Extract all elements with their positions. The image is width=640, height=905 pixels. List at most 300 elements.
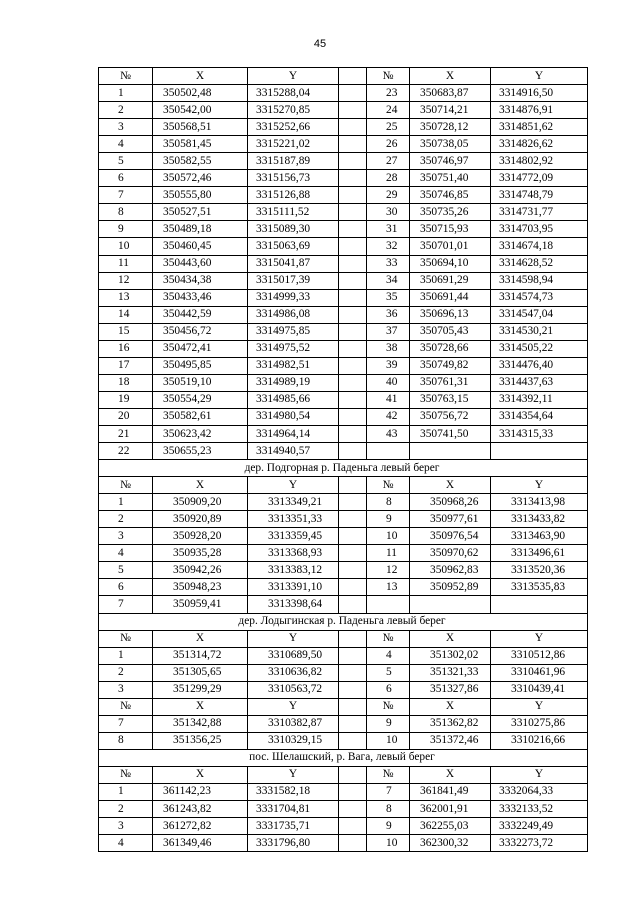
point-number: 41: [367, 391, 410, 408]
x-coordinate: 350749,82: [410, 357, 491, 374]
y-coordinate: 3313383,12: [248, 562, 339, 579]
spacer-cell: [339, 85, 367, 102]
y-coordinate: 3314598,94: [491, 272, 588, 289]
point-number: 13: [367, 579, 410, 596]
point-number: 21: [99, 425, 153, 442]
x-coordinate: 362300,32: [410, 835, 491, 852]
y-coordinate: 3314975,85: [248, 323, 339, 340]
y-coordinate: 3315221,02: [248, 136, 339, 153]
spacer-cell: [339, 698, 367, 715]
point-number: 29: [367, 187, 410, 204]
x-coordinate: 350655,23: [153, 443, 248, 460]
x-coordinate: 351327,86: [410, 681, 491, 698]
x-coordinate: 350572,46: [153, 170, 248, 187]
y-coordinate: 3314354,64: [491, 408, 588, 425]
header-x: X: [153, 766, 248, 783]
point-number: 14: [99, 306, 153, 323]
table-row: [99, 801, 588, 818]
x-coordinate: 350696,13: [410, 306, 491, 323]
x-coordinate: 350962,83: [410, 562, 491, 579]
point-number: 8: [367, 801, 410, 818]
y-coordinate: 3314547,04: [491, 306, 588, 323]
table-row: [99, 374, 588, 391]
point-number: 8: [367, 494, 410, 511]
point-number: 39: [367, 357, 410, 374]
header-number: №: [367, 630, 410, 647]
x-coordinate: 350935,28: [153, 545, 248, 562]
point-number: 8: [99, 732, 153, 749]
x-coordinate: 350581,45: [153, 136, 248, 153]
header-x: X: [410, 477, 491, 494]
x-coordinate: 350555,80: [153, 187, 248, 204]
table-row: [99, 511, 588, 528]
y-coordinate: 3315270,85: [248, 102, 339, 119]
x-coordinate: 351302,02: [410, 647, 491, 664]
point-number: 42: [367, 408, 410, 425]
table-row: [99, 340, 588, 357]
table-row: [99, 85, 588, 102]
header-y: Y: [491, 68, 588, 85]
y-coordinate: 3315156,73: [248, 170, 339, 187]
point-number: 35: [367, 289, 410, 306]
x-coordinate: 350442,59: [153, 306, 248, 323]
x-coordinate: 350443,60: [153, 255, 248, 272]
table-row: [99, 596, 588, 613]
point-number: 9: [367, 818, 410, 835]
spacer-cell: [339, 272, 367, 289]
table-row: [99, 323, 588, 340]
table-row: [99, 119, 588, 136]
spacer-cell: [339, 681, 367, 698]
header-row: [99, 477, 588, 494]
table-row: [99, 494, 588, 511]
point-number: 32: [367, 238, 410, 255]
header-x: X: [410, 68, 491, 85]
point-number: 37: [367, 323, 410, 340]
header-x: X: [410, 630, 491, 647]
y-coordinate: 3315288,04: [248, 85, 339, 102]
table-row: [99, 562, 588, 579]
table-row: [99, 425, 588, 442]
spacer-cell: [339, 579, 367, 596]
spacer-cell: [339, 425, 367, 442]
table-section: [99, 613, 588, 698]
x-coordinate: 350542,00: [153, 102, 248, 119]
x-coordinate: 350434,38: [153, 272, 248, 289]
spacer-cell: [339, 647, 367, 664]
y-coordinate: 3332249,49: [491, 818, 588, 835]
y-coordinate: [491, 443, 588, 460]
x-coordinate: 361243,82: [153, 801, 248, 818]
y-coordinate: 3310461,96: [491, 664, 588, 681]
y-coordinate: 3315017,39: [248, 272, 339, 289]
x-coordinate: 362255,03: [410, 818, 491, 835]
x-coordinate: 350502,48: [153, 85, 248, 102]
spacer-cell: [339, 323, 367, 340]
x-coordinate: 350948,23: [153, 579, 248, 596]
point-number: 17: [99, 357, 153, 374]
point-number: 2: [99, 664, 153, 681]
spacer-cell: [339, 630, 367, 647]
header-number: №: [99, 698, 153, 715]
spacer-cell: [339, 68, 367, 85]
x-coordinate: 350460,45: [153, 238, 248, 255]
x-coordinate: 350554,29: [153, 391, 248, 408]
header-y: Y: [491, 698, 588, 715]
x-coordinate: 350746,85: [410, 187, 491, 204]
x-coordinate: 350738,05: [410, 136, 491, 153]
point-number: 13: [99, 289, 153, 306]
point-number: 4: [99, 835, 153, 852]
header-row: [99, 68, 588, 85]
point-number: 2: [99, 801, 153, 818]
point-number: 5: [367, 664, 410, 681]
y-coordinate: 3314999,33: [248, 289, 339, 306]
spacer-cell: [339, 340, 367, 357]
point-number: 7: [99, 715, 153, 732]
table-row: [99, 272, 588, 289]
table-row: [99, 443, 588, 460]
y-coordinate: 3314748,79: [491, 187, 588, 204]
table-section: [99, 68, 588, 460]
y-coordinate: 3313463,90: [491, 528, 588, 545]
y-coordinate: 3314982,51: [248, 357, 339, 374]
point-number: 4: [99, 545, 153, 562]
y-coordinate: 3310216,66: [491, 732, 588, 749]
spacer-cell: [339, 391, 367, 408]
y-coordinate: 3313520,36: [491, 562, 588, 579]
x-coordinate: 350519,10: [153, 374, 248, 391]
x-coordinate: 351342,88: [153, 715, 248, 732]
spacer-cell: [339, 119, 367, 136]
y-coordinate: 3313433,82: [491, 511, 588, 528]
table-row: [99, 306, 588, 323]
point-number: 10: [367, 528, 410, 545]
spacer-cell: [339, 102, 367, 119]
point-number: 5: [99, 153, 153, 170]
point-number: 22: [99, 443, 153, 460]
spacer-cell: [339, 732, 367, 749]
y-coordinate: 3313496,61: [491, 545, 588, 562]
y-coordinate: 3314876,91: [491, 102, 588, 119]
y-coordinate: 3314315,33: [491, 425, 588, 442]
spacer-cell: [339, 238, 367, 255]
y-coordinate: 3331582,18: [248, 783, 339, 800]
table-row: [99, 136, 588, 153]
x-coordinate: 362001,91: [410, 801, 491, 818]
header-y: Y: [248, 68, 339, 85]
point-number: 18: [99, 374, 153, 391]
table-row: [99, 528, 588, 545]
x-coordinate: 350909,20: [153, 494, 248, 511]
x-coordinate: 351321,33: [410, 664, 491, 681]
header-number: №: [99, 477, 153, 494]
section-title: пос. Шелашский, р. Вага, левый берег: [99, 749, 588, 766]
point-number: 33: [367, 255, 410, 272]
y-coordinate: 3314986,08: [248, 306, 339, 323]
section-title-row: [99, 749, 588, 766]
header-y: Y: [491, 630, 588, 647]
x-coordinate: 351305,65: [153, 664, 248, 681]
header-y: Y: [491, 477, 588, 494]
y-coordinate: 3314574,73: [491, 289, 588, 306]
header-x: X: [153, 630, 248, 647]
header-y: Y: [248, 698, 339, 715]
point-number: 3: [99, 119, 153, 136]
x-coordinate: 350433,46: [153, 289, 248, 306]
x-coordinate: 350920,89: [153, 511, 248, 528]
point-number: 40: [367, 374, 410, 391]
y-coordinate: 3310275,86: [491, 715, 588, 732]
table-row: [99, 835, 588, 852]
header-y: Y: [248, 766, 339, 783]
x-coordinate: 361142,23: [153, 783, 248, 800]
table-section: [99, 698, 588, 749]
header-y: Y: [248, 477, 339, 494]
header-y: Y: [248, 630, 339, 647]
point-number: 38: [367, 340, 410, 357]
x-coordinate: 350756,72: [410, 408, 491, 425]
table-row: [99, 187, 588, 204]
header-y: Y: [491, 766, 588, 783]
point-number: 10: [367, 835, 410, 852]
y-coordinate: 3314628,52: [491, 255, 588, 272]
y-coordinate: 3310563,72: [248, 681, 339, 698]
y-coordinate: 3331704,81: [248, 801, 339, 818]
point-number: 23: [367, 85, 410, 102]
point-number: 11: [99, 255, 153, 272]
x-coordinate: 350495,85: [153, 357, 248, 374]
y-coordinate: 3313351,33: [248, 511, 339, 528]
y-coordinate: 3332273,72: [491, 835, 588, 852]
section-title-row: [99, 613, 588, 630]
x-coordinate: 350942,26: [153, 562, 248, 579]
point-number: 3: [99, 528, 153, 545]
point-number: 1: [99, 783, 153, 800]
point-number: 12: [367, 562, 410, 579]
header-number: №: [367, 698, 410, 715]
header-x: X: [410, 766, 491, 783]
table-row: [99, 289, 588, 306]
x-coordinate: 350763,15: [410, 391, 491, 408]
y-coordinate: 3314826,62: [491, 136, 588, 153]
y-coordinate: 3331796,80: [248, 835, 339, 852]
y-coordinate: 3315063,69: [248, 238, 339, 255]
spacer-cell: [339, 494, 367, 511]
spacer-cell: [339, 221, 367, 238]
x-coordinate: 350623,42: [153, 425, 248, 442]
x-coordinate: 350977,61: [410, 511, 491, 528]
y-coordinate: 3314505,22: [491, 340, 588, 357]
table-row: [99, 102, 588, 119]
spacer-cell: [339, 289, 367, 306]
table-row: [99, 545, 588, 562]
header-number: №: [99, 68, 153, 85]
x-coordinate: 350582,61: [153, 408, 248, 425]
spacer-cell: [339, 664, 367, 681]
point-number: 9: [99, 221, 153, 238]
x-coordinate: 350959,41: [153, 596, 248, 613]
point-number: 9: [367, 715, 410, 732]
header-x: X: [153, 698, 248, 715]
y-coordinate: 3310636,82: [248, 664, 339, 681]
point-number: 34: [367, 272, 410, 289]
y-coordinate: 3314989,19: [248, 374, 339, 391]
y-coordinate: 3315126,88: [248, 187, 339, 204]
spacer-cell: [339, 374, 367, 391]
y-coordinate: 3313391,10: [248, 579, 339, 596]
header-row: [99, 698, 588, 715]
point-number: 31: [367, 221, 410, 238]
spacer-cell: [339, 136, 367, 153]
point-number: 9: [367, 511, 410, 528]
spacer-cell: [339, 783, 367, 800]
point-number: 25: [367, 119, 410, 136]
x-coordinate: 350691,29: [410, 272, 491, 289]
spacer-cell: [339, 204, 367, 221]
table-row: [99, 391, 588, 408]
coordinates-table: [98, 67, 588, 852]
y-coordinate: 3313535,83: [491, 579, 588, 596]
spacer-cell: [339, 766, 367, 783]
header-number: №: [99, 630, 153, 647]
table-row: [99, 681, 588, 698]
table-section: [99, 749, 588, 851]
point-number: 16: [99, 340, 153, 357]
y-coordinate: 3315111,52: [248, 204, 339, 221]
point-number: [367, 443, 410, 460]
point-number: 43: [367, 425, 410, 442]
point-number: 3: [99, 818, 153, 835]
y-coordinate: 3314731,77: [491, 204, 588, 221]
x-coordinate: 350582,55: [153, 153, 248, 170]
point-number: 12: [99, 272, 153, 289]
spacer-cell: [339, 170, 367, 187]
x-coordinate: 350489,18: [153, 221, 248, 238]
y-coordinate: 3314964,14: [248, 425, 339, 442]
point-number: 10: [99, 238, 153, 255]
y-coordinate: 3314916,50: [491, 85, 588, 102]
y-coordinate: 3314772,09: [491, 170, 588, 187]
y-coordinate: 3310512,86: [491, 647, 588, 664]
spacer-cell: [339, 408, 367, 425]
spacer-cell: [339, 545, 367, 562]
spacer-cell: [339, 715, 367, 732]
x-coordinate: 350456,72: [153, 323, 248, 340]
point-number: 5: [99, 562, 153, 579]
header-number: №: [367, 68, 410, 85]
table-row: [99, 579, 588, 596]
x-coordinate: [410, 596, 491, 613]
x-coordinate: 351362,82: [410, 715, 491, 732]
x-coordinate: 361349,46: [153, 835, 248, 852]
point-number: 6: [99, 170, 153, 187]
point-number: 6: [99, 579, 153, 596]
point-number: 7: [99, 596, 153, 613]
table-row: [99, 238, 588, 255]
point-number: 10: [367, 732, 410, 749]
y-coordinate: 3315089,30: [248, 221, 339, 238]
y-coordinate: 3313349,21: [248, 494, 339, 511]
spacer-cell: [339, 801, 367, 818]
x-coordinate: 350705,43: [410, 323, 491, 340]
header-row: [99, 766, 588, 783]
point-number: 30: [367, 204, 410, 221]
y-coordinate: 3315252,66: [248, 119, 339, 136]
y-coordinate: 3314940,57: [248, 443, 339, 460]
x-coordinate: 350968,26: [410, 494, 491, 511]
x-coordinate: 350970,62: [410, 545, 491, 562]
point-number: 26: [367, 136, 410, 153]
point-number: 36: [367, 306, 410, 323]
x-coordinate: 350694,10: [410, 255, 491, 272]
x-coordinate: 350761,31: [410, 374, 491, 391]
header-x: X: [153, 477, 248, 494]
y-coordinate: 3315187,89: [248, 153, 339, 170]
header-number: №: [99, 766, 153, 783]
x-coordinate: 350683,87: [410, 85, 491, 102]
section-title: дер. Подгорная р. Паденьга левый берег: [99, 460, 588, 477]
table-row: [99, 647, 588, 664]
x-coordinate: 350952,89: [410, 579, 491, 596]
table-section: [99, 460, 588, 613]
y-coordinate: 3310689,50: [248, 647, 339, 664]
y-coordinate: [491, 596, 588, 613]
y-coordinate: 3314392,11: [491, 391, 588, 408]
x-coordinate: 350728,12: [410, 119, 491, 136]
point-number: 3: [99, 681, 153, 698]
y-coordinate: 3314530,21: [491, 323, 588, 340]
x-coordinate: 351299,29: [153, 681, 248, 698]
point-number: 7: [99, 187, 153, 204]
point-number: 6: [367, 681, 410, 698]
x-coordinate: 351314,72: [153, 647, 248, 664]
y-coordinate: 3314980,54: [248, 408, 339, 425]
y-coordinate: 3314802,92: [491, 153, 588, 170]
x-coordinate: 350568,51: [153, 119, 248, 136]
spacer-cell: [339, 562, 367, 579]
spacer-cell: [339, 835, 367, 852]
y-coordinate: 3332064,33: [491, 783, 588, 800]
table-row: [99, 221, 588, 238]
point-number: 1: [99, 494, 153, 511]
x-coordinate: 350746,97: [410, 153, 491, 170]
x-coordinate: 351356,25: [153, 732, 248, 749]
y-coordinate: 3313359,45: [248, 528, 339, 545]
x-coordinate: 350701,01: [410, 238, 491, 255]
x-coordinate: 350728,66: [410, 340, 491, 357]
spacer-cell: [339, 306, 367, 323]
point-number: 28: [367, 170, 410, 187]
x-coordinate: 350472,41: [153, 340, 248, 357]
table-row: [99, 715, 588, 732]
y-coordinate: 3314851,62: [491, 119, 588, 136]
header-x: X: [153, 68, 248, 85]
point-number: 2: [99, 102, 153, 119]
x-coordinate: 350715,93: [410, 221, 491, 238]
y-coordinate: 3313398,64: [248, 596, 339, 613]
section-title: дер. Лодыгинская р. Паденьга левый берег: [99, 613, 588, 630]
x-coordinate: 350928,20: [153, 528, 248, 545]
point-number: [367, 596, 410, 613]
spacer-cell: [339, 443, 367, 460]
header-number: №: [367, 766, 410, 783]
point-number: 4: [367, 647, 410, 664]
x-coordinate: 350751,40: [410, 170, 491, 187]
y-coordinate: 3314985,66: [248, 391, 339, 408]
page-number: 45: [313, 38, 327, 50]
y-coordinate: 3314437,63: [491, 374, 588, 391]
